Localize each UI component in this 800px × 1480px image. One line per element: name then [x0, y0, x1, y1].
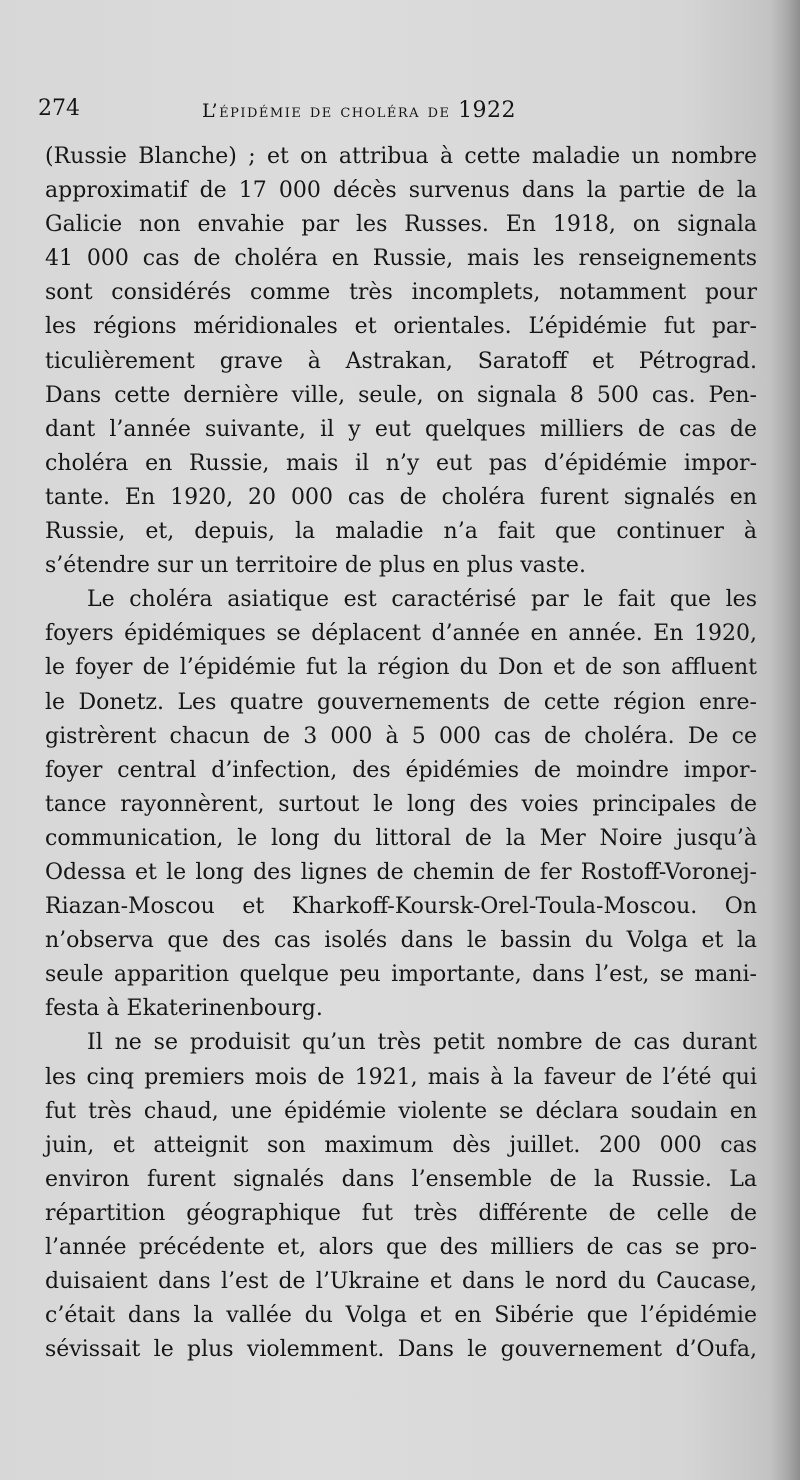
text-line: les cinq premiers mois de 1921, mais à la faveur de l’été qui [45, 1064, 757, 1090]
body-text [45, 140, 757, 1367]
text-line: tante. En 1920, 20 000 cas de choléra furent signalés en [45, 484, 757, 510]
paragraph-end-line: s’étendre sur un territoire de plus en plus vaste. [45, 553, 586, 579]
text-line: les régions méridionales et orientales. L’épidémie fut par- [45, 314, 757, 340]
text-line: répartition géographique fut très différente de celle de [45, 1200, 757, 1226]
text-line: foyer central d’infection, des épidémies de moindre impor- [45, 757, 757, 783]
text-line: (Russie Blanche) ; et on attribua à cette maladie un nombre [45, 144, 757, 169]
text-line: communication, le long du littoral de la Mer Noire jusqu’à [45, 825, 757, 851]
text-line: Galicie non envahie par les Russes. En 1918, on signala [45, 212, 757, 238]
text-line: juin, et atteignit son maximum dès juillet. 200 000 cas [45, 1132, 757, 1158]
text-line: le foyer de l’épidémie fut la région du Don et de son affluent [45, 655, 757, 681]
paragraph-start-line: Il ne se produisit qu’un très petit nombre de cas durant [87, 1030, 757, 1056]
text-line: fut très chaud, une épidémie violente se déclara soudain en [45, 1098, 757, 1124]
text-line: gistrèrent chacun de 3 000 à 5 000 cas de choléra. De ce [45, 723, 757, 749]
text-line: choléra en Russie, mais il n’y eut pas d’épidémie impor- [45, 450, 757, 476]
running-title-text: L’épidémie de choléra de [202, 100, 451, 122]
text-line: tance rayonnèrent, surtout le long des voies principales de [45, 791, 757, 817]
paragraph-end-line: festa à Ekaterinenbourg. [45, 996, 323, 1022]
text-line: c’était dans la vallée du Volga et en Sibérie que l’épidémie [45, 1303, 757, 1329]
page-header [38, 96, 738, 130]
text-line: Russie, et, depuis, la maladie n’a fait que continuer à [45, 519, 757, 545]
text-line: Riazan-Moscou et Kharkoff-Koursk-Orel-Toula-Moscou. On [45, 894, 757, 920]
text-line: le Donetz. Les quatre gouvernements de cette région enre- [45, 689, 757, 715]
text-line: dant l’année suivante, il y eut quelques milliers de cas de [45, 416, 757, 442]
text-line: Dans cette dernière ville, seule, on signala 8 500 cas. Pen- [45, 382, 757, 408]
text-line: environ furent signalés dans l’ensemble de la Russie. La [45, 1166, 757, 1192]
text-line: seule apparition quelque peu importante, dans l’est, se mani- [45, 962, 757, 988]
text-line: 41 000 cas de choléra en Russie, mais les renseignements [45, 246, 757, 272]
running-title-year: 1922 [458, 98, 517, 123]
text-line: approximatif de 17 000 décès survenus dans la partie de la [45, 178, 757, 204]
paragraph-start-line: Le choléra asiatique est caractérisé par le fait que les [87, 587, 757, 613]
page-edge-shadow [770, 0, 800, 1480]
text-line: Odessa et le long des lignes de chemin de fer Rostoff-Voronej- [45, 859, 757, 885]
text-line: sévissait le plus violemment. Dans le gouvernement d’Oufa, [45, 1337, 757, 1363]
text-line: n’observa que des cas isolés dans le bassin du Volga et la [45, 928, 757, 954]
text-line: sont considérés comme très incomplets, notamment pour [45, 280, 757, 306]
text-line: duisaient dans l’est de l’Ukraine et dans le nord du Caucase, [45, 1269, 757, 1295]
running-title [202, 98, 516, 123]
text-line: l’année précédente et, alors que des milliers de cas se pro- [45, 1235, 757, 1260]
page-number: 274 [38, 96, 80, 121]
text-line: ticulièrement grave à Astrakan, Saratoff et Pétrograd. [45, 348, 757, 374]
text-line: foyers épidémiques se déplacent d’année en année. En 1920, [45, 621, 757, 647]
